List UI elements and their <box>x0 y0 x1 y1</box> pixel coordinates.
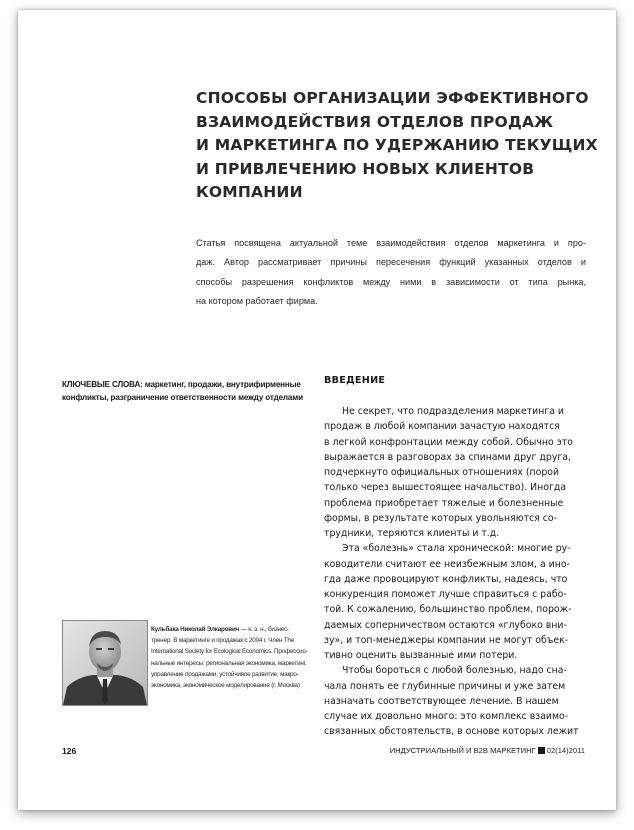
article-body <box>324 404 586 740</box>
title-line: СПОСОБЫ ОРГАНИЗАЦИИ ЭФФЕКТИВНОГО <box>196 89 589 107</box>
running-footer <box>390 746 585 755</box>
author-line: нальные интересы: региональная экономика, маркетинг, <box>151 659 307 667</box>
body-line: зу», и топ-менеджеры компании не могут объек- <box>324 634 569 646</box>
body-line: чала понять ее глубинные причины и уже затем <box>324 680 566 692</box>
title-line: И МАРКЕТИНГА ПО УДЕРЖАНИЮ ТЕКУЩИХ <box>196 136 598 154</box>
body-line: случае их довольно много: это комплекс взаимо- <box>324 711 569 722</box>
keywords-line: КЛЮЧЕВЫЕ СЛОВА: маркетинг, продажи, внутрифирменные <box>62 380 301 389</box>
author-name: Кульбака Николай Элкарович <box>151 626 240 633</box>
body-line: выражается в разговорах за спинами друг друга, <box>324 451 571 463</box>
body-line: Эта «болезнь» стала хронической: многие ру- <box>342 543 571 555</box>
body-line: в легкой конфронтации между собой. Обычно это <box>324 436 573 448</box>
section-heading: ВВЕДЕНИЕ <box>324 375 386 386</box>
author-bio: — к. э. н., бизнес- <box>239 626 289 633</box>
author-line: управление продажами, устойчивое развитие, макро- <box>151 670 299 678</box>
issue-number: 02(14)2011 <box>546 746 585 755</box>
body-line: гда даже провоцируют конфликты, надеясь, что <box>324 573 568 585</box>
square-bullet-icon <box>538 747 545 754</box>
author-line: International Society for Ecological Economics. Профессио- <box>151 648 308 656</box>
abstract-line: способы разрешения конфликтов между ними в зависимости от типа рынка, <box>196 276 586 287</box>
article-abstract <box>196 234 586 311</box>
abstract-line: на котором работает фирма. <box>196 295 318 306</box>
author-info <box>151 624 321 691</box>
body-line: назначать соответствующее лечение. В нашем <box>324 695 559 707</box>
title-line: ВЗАИМОДЕЙСТВИЯ ОТДЕЛОВ ПРОДАЖ <box>196 112 554 131</box>
body-line: формы, в результате которых увольняются со- <box>324 512 558 524</box>
author-line <box>151 624 321 635</box>
body-line: трудники, теряются клиенты и т.д. <box>324 528 500 539</box>
title-line: КОМПАНИИ <box>196 183 303 201</box>
body-line: конкуренция поможет лучше справиться с рабо- <box>324 589 567 600</box>
body-line: Не секрет, что подразделения маркетинга и <box>342 406 565 417</box>
body-line: даемых соперничеством остаются «глубоко вни- <box>324 619 567 631</box>
article-title <box>196 87 598 205</box>
body-line: ководители считают ее неизбежным злом, а ино- <box>324 558 570 570</box>
journal-name: ИНДУСТРИАЛЬНЫЙ И B2B МАРКЕТИНГ <box>389 746 536 755</box>
body-line: тивно оценить вызванные ими потери. <box>324 650 518 661</box>
keywords-line: конфликты, разграничение ответственности между отделами <box>62 392 303 402</box>
body-line: проблема приобретает тяжелые и болезненные <box>324 497 564 509</box>
body-line: подчеркнуто официальных отношениях (порой <box>324 467 560 478</box>
body-line: связанных обстоятельств, в основе которых лежит <box>324 726 579 738</box>
abstract-line: даж. Автор рассматривает причины пересечения функций указанных отделов и <box>196 257 586 268</box>
body-line: той. К сожалению, большинство проблем, порож- <box>324 604 572 616</box>
page-number: 126 <box>62 746 77 756</box>
author-line: экономика, экономическое моделирование (г. Москва) <box>151 682 300 690</box>
author-line: тренер. В маркетинге и продажах с 2004 г. Член The <box>151 637 295 645</box>
title-line: И ПРИВЛЕЧЕНИЮ НОВЫХ КЛИЕНТОВ <box>196 159 535 178</box>
body-line: продаж в любой компании зачастую находятся <box>324 421 560 433</box>
abstract-line: Статья посвящена актуальной теме взаимодействия отделов маркетинга и про- <box>196 238 586 248</box>
keywords <box>62 379 324 404</box>
body-line: только через вышестоящее начальство). Иногда <box>324 482 567 494</box>
author-photo <box>62 620 148 706</box>
body-line: Чтобы бороться с любой болезнью, надо сна- <box>342 665 567 677</box>
